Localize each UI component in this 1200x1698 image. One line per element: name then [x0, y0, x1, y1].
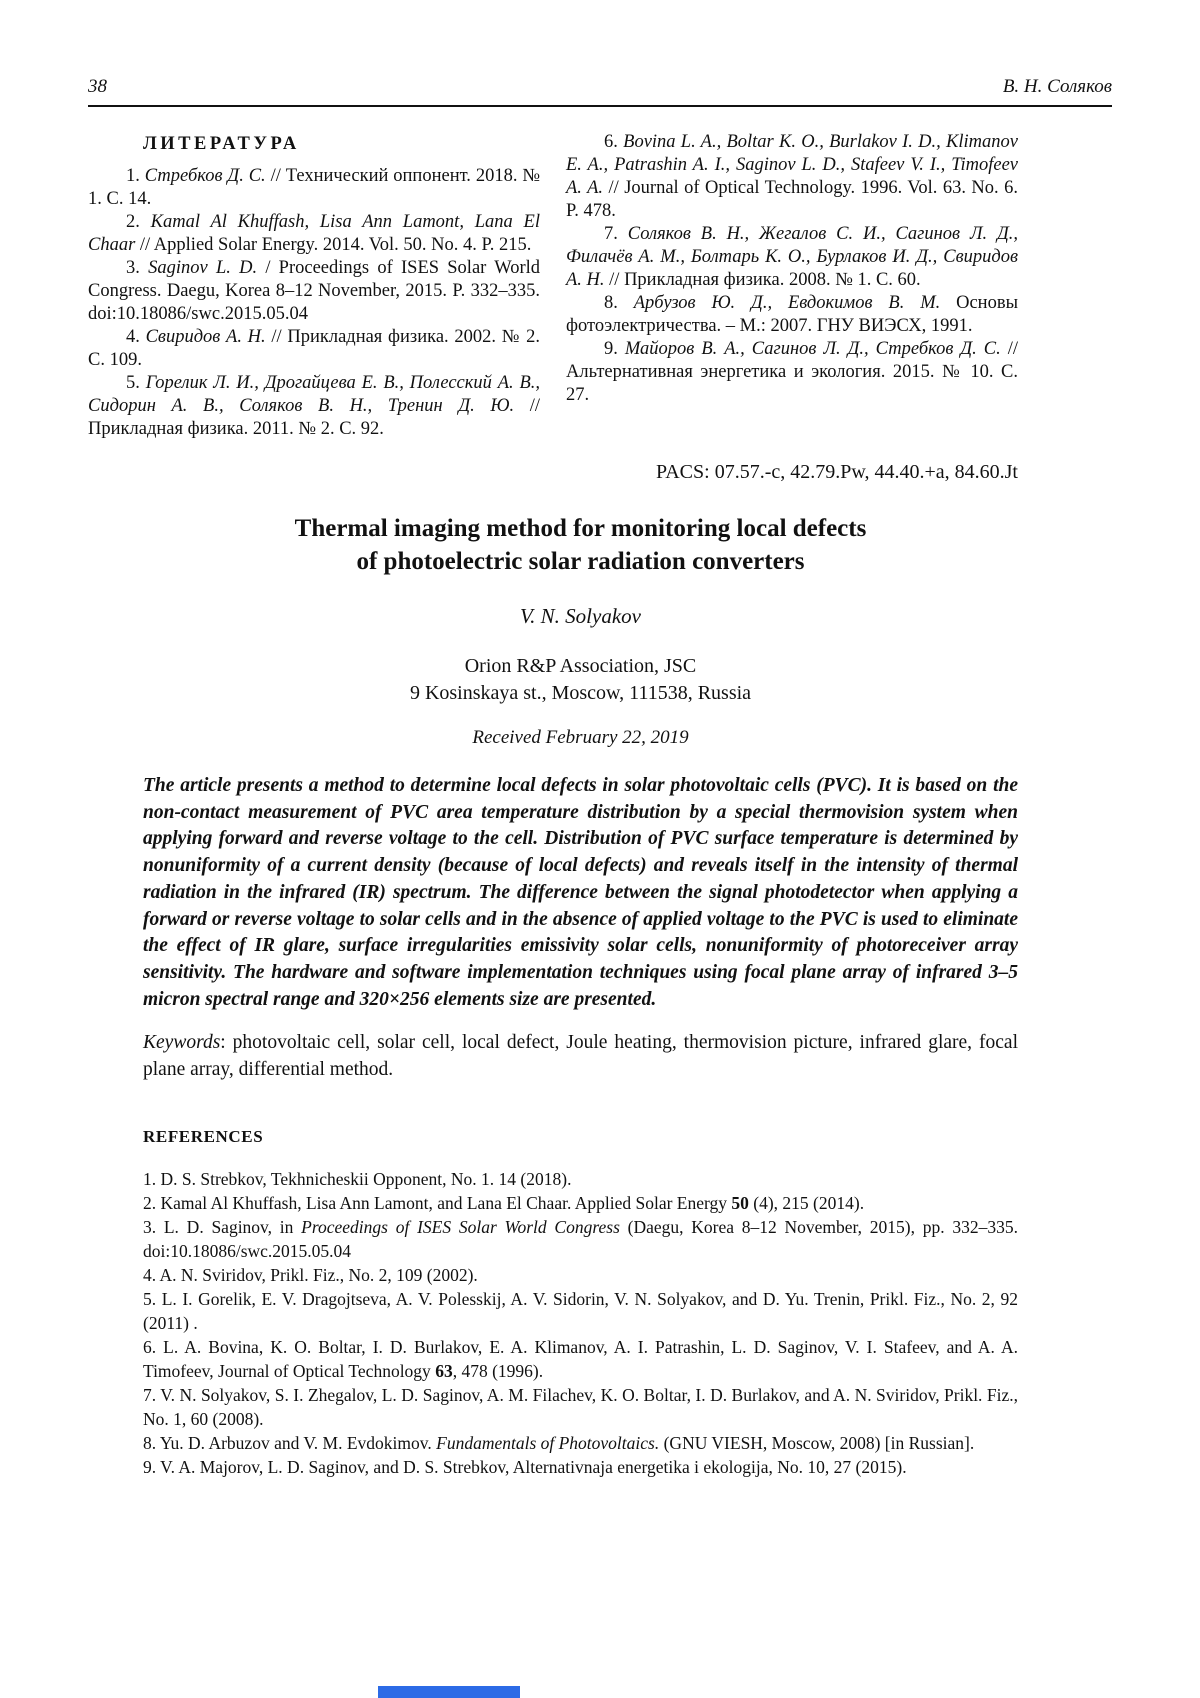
reference-entry: 2. Kamal Al Khuffash, Lisa Ann Lamont, and Lana El Chaar. Applied Solar Energy 50 (4), 215 (2014). [143, 1193, 865, 1214]
reference-entry: 9. V. A. Majorov, L. D. Saginov, and D. S. Strebkov, Alternativnaja energetika i ekologija, No. 10, 27 (2015). [143, 1457, 907, 1478]
keywords-paragraph [143, 1029, 1018, 1083]
citation: 1. Стребков Д. С. // Технический оппонент. 2018. № 1. С. 14. [88, 166, 541, 209]
article-section [143, 461, 1018, 1479]
references-list [143, 1167, 1018, 1479]
citation: 4. Свиридов А. Н. // Прикладная физика. 2002. № 2. С. 109. [88, 327, 540, 370]
citation: 6. Bovina L. A., Boltar K. O., Burlakov I. D., Klimanov E. A., Patrashin A. I., Saginov L. D., Stafeev V. I., Timofeev A. A. // Journal of Optical Technology. 1996. Vol. 63. No. 6. P. 478. [566, 132, 1018, 221]
literature-list-left [88, 165, 540, 441]
page-number: 38 [88, 76, 107, 97]
article-title-line2: of photoelectric solar radiation converters [356, 548, 805, 575]
affiliation-org: Orion R&P Association, JSC [464, 655, 697, 677]
affiliation-address: 9 Kosinskaya st., Moscow, 111538, Russia [409, 682, 752, 704]
article-title [143, 512, 1018, 578]
reference-entry: 8. Yu. D. Arbuzov and V. M. Evdokimov. Fundamentals of Photovoltaics. (GNU VIESH, Moscow, 2008) [in Russian]. [143, 1433, 975, 1454]
running-head-author: В. Н. Соляков [1002, 76, 1112, 97]
pacs-line: PACS: 07.57.-c, 42.79.Pw, 44.40.+a, 84.60.Jt [655, 461, 1018, 483]
reference-entry: 1. D. S. Strebkov, Tekhnicheskii Opponent, No. 1. 14 (2018). [143, 1169, 572, 1190]
citation: 7. Соляков В. Н., Жегалов С. И., Сагинов Л. Д., Филачёв А. М., Болтарь К. О., Бурлаков И. Д., Свиридов А. Н. // Прикладная физика. 2008. № 1. С. 60. [566, 224, 1018, 290]
footer-highlight-bar [378, 1686, 520, 1698]
article-affiliation [143, 653, 1018, 707]
abstract-text: The article presents a method to determine local defects in solar photovoltaic cells (PVC). It is based on the non-contact measurement of PVC area temperature distribution by a special thermovision system when applying forward and reverse voltage to the cell. Distribution of PVC surface temperature is determined by nonuniformity of a current density (because of local defects) and reveals itself in the intensity of thermal radiation in the infrared (IR) spectrum. The difference between the signal photodetector when applying a forward or reverse voltage to solar cells and in the absence of applied voltage to the PVC is used to eliminate the effect of IR glare, surface irregularities emissivity solar cells, nonuniformity of photoreceiver array sensitivity. The hardware and software implementation techniques using focal plane array of infrared 3–5 micron spectral range and 320×256 elements size are presented. [143, 775, 1018, 1010]
received-date: Received February 22, 2019 [472, 727, 689, 748]
keywords-label: Keywords [143, 1032, 221, 1054]
reference-entry: 4. A. N. Sviridov, Prikl. Fiz., No. 2, 109 (2002). [143, 1265, 478, 1286]
reference-entry: 6. L. A. Bovina, K. O. Boltar, I. D. Burlakov, E. A. Klimanov, A. I. Patrashin, L. D. Saginov, V. I. Stafeev, and A. A. Timofeev, Journal of Optical Technology 63, 478 (1996). [143, 1337, 1018, 1382]
literature-heading: ЛИТЕРАТУРА [143, 134, 300, 154]
literature-column-right [566, 131, 1018, 441]
literature-section [88, 131, 1018, 441]
citation: 3. Saginov L. D. / Proceedings of ISES Solar World Congress. Daegu, Korea 8–12 November, 2015. P. 332–335. doi:10.18086/swc.2015.05.04 [88, 258, 540, 324]
literature-list-right [566, 131, 1018, 407]
literature-column-left [88, 131, 540, 441]
reference-entry: 3. L. D. Saginov, in Proceedings of ISES Solar World Congress (Daegu, Korea 8–12 November, 2015), pp. 332–335. doi:10.18086/swc.2015.05.04 [143, 1217, 1018, 1262]
reference-entry: 7. V. N. Solyakov, S. I. Zhegalov, L. D. Saginov, A. M. Filachev, K. O. Boltar, I. D. Burlakov, and A. N. Sviridov, Prikl. Fiz., No. 1, 60 (2008). [143, 1385, 1018, 1430]
citation: 9. Майоров В. А., Сагинов Л. Д., Стребков Д. С. // Альтернативная энергетика и экология. 2015. № 10. С. 27. [566, 339, 1019, 405]
page-header [88, 76, 1112, 107]
citation: 5. Горелик Л. И., Дрогайцева Е. В., Полесский А. В., Сидорин А. В., Соляков В. Н., Тренин Д. Ю. // Прикладная физика. 2011. № 2. С. 92. [88, 373, 541, 439]
citation: 8. Арбузов Ю. Д., Евдокимов В. М. Основы фотоэлектричества. – М.: 2007. ГНУ ВИЭСХ, 1991. [566, 293, 1018, 336]
article-author: V. N. Solyakov [520, 604, 641, 628]
article-title-line1: Thermal imaging method for monitoring local defects [294, 515, 867, 542]
reference-entry: 5. L. I. Gorelik, E. V. Dragojtseva, A. V. Polesskij, A. V. Sidorin, V. N. Solyakov, and D. Yu. Trenin, Prikl. Fiz., No. 2, 92 (2011) . [143, 1289, 1018, 1334]
references-heading: REFERENCES [143, 1127, 264, 1147]
keywords-text: : photovoltaic cell, solar cell, local defect, Joule heating, thermovision picture, infrared glare, focal plane array, differential method. [143, 1032, 1018, 1081]
citation: 2. Kamal Al Khuffash, Lisa Ann Lamont, Lana El Chaar // Applied Solar Energy. 2014. Vol. 50. No. 4. P. 215. [88, 212, 540, 255]
